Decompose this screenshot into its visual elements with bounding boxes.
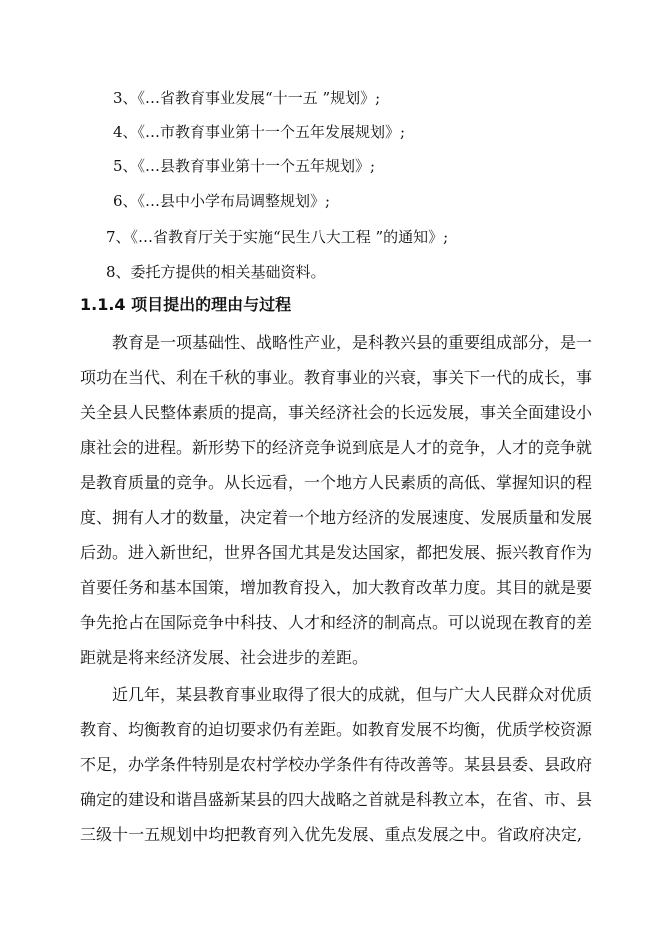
- paragraph-1-line: 争先抢占在国际竞争中科技、人才和经济的制高点。可以说现在教育的差: [80, 613, 593, 632]
- paragraph-1-line: 关全县人民整体素质的提高，事关经济社会的长远发展，事关全面建设小: [80, 403, 593, 422]
- paragraph-2-line: 不足，办学条件特别是农村学校办学条件有待改善等。某县县委、县政府: [80, 755, 593, 774]
- reference-item-5: 5、《…县教育事业第十一个五年规划》;: [113, 157, 376, 175]
- paragraph-2-line: 近几年，某县教育事业取得了很大的成就，但与广大人民群众对优质: [112, 685, 593, 704]
- paragraph-1-line: 康社会的进程。新形势下的经济竞争说到底是人才的竞争，人才的竞争就: [80, 438, 593, 457]
- paragraph-1-line: 距就是将来经济发展、社会进步的差距。: [80, 648, 369, 667]
- section-heading: 1.1.4 项目提出的理由与过程: [80, 295, 292, 314]
- reference-item-7: 7、《…省教育厅关于实施“民生八大工程 ”的通知》;: [106, 228, 449, 246]
- paragraph-1-line: 后劲。进入新世纪，世界各国尤其是发达国家，都把发展、振兴教育作为: [80, 543, 593, 562]
- paragraph-1-line: 首要任务和基本国策，增加教育投入，加大教育改革力度。其目的就是要: [80, 578, 593, 597]
- paragraph-2-line: 教育、均衡教育的迫切要求仍有差距。如教育发展不均衡，优质学校资源: [80, 720, 593, 739]
- reference-item-3: 3、《…省教育事业发展“十一五 ”规划》;: [113, 89, 381, 107]
- paragraph-2-line: 确定的建设和谐昌盛新某县的四大战略之首就是科教立本，在省、市、县: [80, 790, 593, 809]
- paragraph-1-line: 是教育质量的竞争。从长远看，一个地方人民素质的高低、掌握知识的程: [80, 473, 593, 492]
- reference-item-8: 8、委托方提供的相关基础资料。: [106, 263, 326, 281]
- paragraph-1-line: 教育是一项基础性、战略性产业，是科教兴县的重要组成部分，是一: [112, 333, 593, 352]
- reference-item-4: 4、《…市教育事业第十一个五年发展规划》;: [113, 123, 406, 141]
- paragraph-2-line: 三级十一五规划中均把教育列入优先发展、重点发展之中。省政府决定,: [80, 825, 582, 844]
- reference-item-6: 6、《…县中小学布局调整规划》;: [113, 192, 331, 210]
- paragraph-1-line: 度、拥有人才的数量，决定着一个地方经济的发展速度、发展质量和发展: [80, 508, 593, 527]
- paragraph-1-line: 项功在当代、利在千秋的事业。教育事业的兴衰，事关下一代的成长，事: [80, 368, 593, 387]
